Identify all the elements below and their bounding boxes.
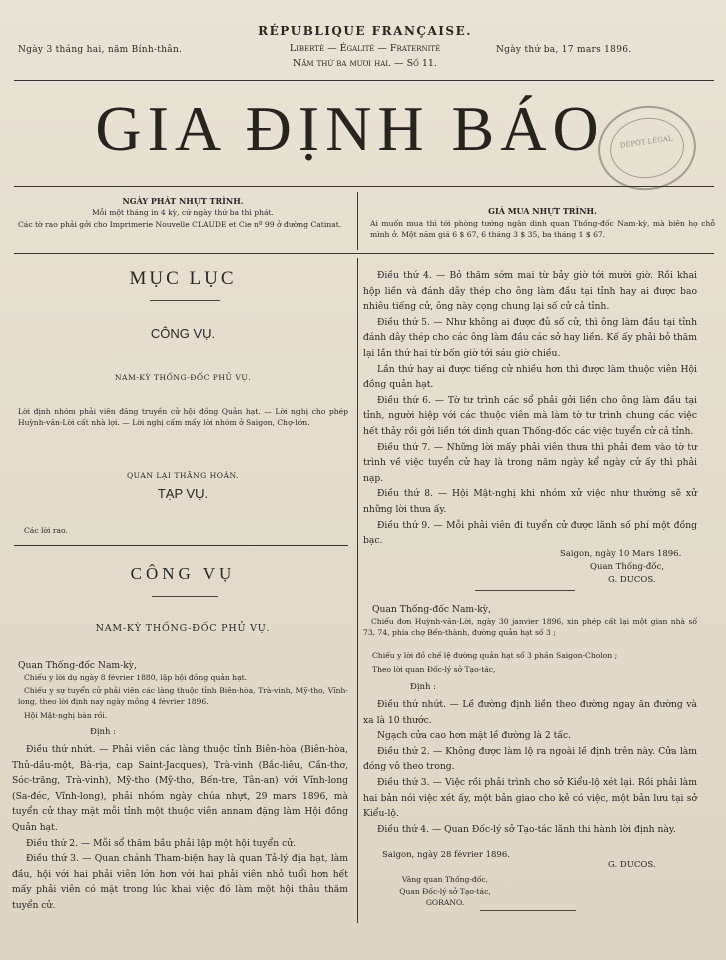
header-right-date: Ngày thứ ba, 17 mars 1896. [496,45,632,55]
toc-section-text: Lời định nhóm phải viên đăng truyền cử hội đồng Quản hạt. — Lời nghị cho phép Huỳnh-văn-Lời cất nhà lợi. — Lời nghị cấm mấy lời nhóm ở Saigon, Chợ-lớn. [18,407,348,427]
right-chieu-a: Chiếu đơn Huỳnh-văn-Lời, ngày 30 janvier 1896, xin phép cất lại một gian nhà số 73, 74, phía chợ Bến-thành, đường quản hạt số 3 ; [363,617,697,637]
right-chieu-b: Chiếu y lời đồ chế lệ đường quản hạt số 3 phần Saigon-Cholon ; [372,651,618,660]
article-salutation: Quan Thống-đốc Nam-kỳ, [18,660,137,671]
column-divider [357,258,358,923]
header-motto: Liberté — Égalité — Fraternité [289,43,441,54]
right-chieu-c: Theo lời quan Đốc-lý sở Tạo-tác, [372,665,496,674]
toc-rule [14,545,348,546]
right-sign-2b: Quan Đốc-lý sở Tạo-tác, [399,887,491,896]
right-dinh-2: Định : [409,682,437,692]
subscription-rule [14,253,714,254]
toc-title: MỤC LỤC [129,268,237,289]
right-b-art-1: Điều thứ nhứt. — Lề đường định liền theo đường ngay ăn đường và xa là 10 thước. [363,699,697,726]
right-column-body [363,268,697,549]
subscription-left-line2: Các tờ rao phải gởi cho Imprimerie Nouvelle CLAUDE et Cie nº 99 ở đường Catinat. [18,220,342,229]
subscription-left-title: NGÀY PHÁT NHỰT TRÌNH. [122,196,244,206]
toc-quan-lai: QUAN LẠI THĂNG HOÁN. [126,471,240,480]
right-name-3: GORANO. [425,898,465,907]
toc-section-cong-vu: CÔNG VỤ. [150,326,216,341]
article-art-1: Điều thứ nhứt. — Phải viên các làng thuộc tỉnh Biên-hòa (Biên-hòa, Thủ-dầu-một, Bà-rịa, cap Saint-Jacques), Trà-vinh (Bắc-liêu, Cần-thơ, Sóc-trăng, Trà-vinh), Mỹ-tho (Mỹ-tho, Bến-tre, Tân-an) với Vĩnh-long (Sa-đéc, Vĩnh-long), phải nhóm ngày chúa nhựt, 29 mars 1896, mà tuyển cử thay mặt mỗi tỉnh một thuộc viên annam đặng làm Hội đồng Quản hạt. [12,744,348,833]
masthead-title: GIA ĐỊNH BÁO [95,93,605,164]
right-b-art-3: Điều thứ 3. — Việc rồi phải trình cho sở Kiểu-lộ xét lại. Rồi phải làm hai bản nói việc xét ấy, một bản giao cho kẻ có việc, một bản lưu tại sở Kiểu-lộ. [363,776,697,820]
article-chieu-1: Chiếu y lời dụ ngày 8 février 1880, lập hội đồng quản hạt. [24,673,248,682]
right-date-1: Saigon, ngày 10 Mars 1896. [560,549,682,559]
article-title-rule [152,596,218,597]
article-subtitle: NAM-KỲ THỐNG-ĐỐC PHỦ VỤ. [95,623,271,634]
right-art-8: Điều thứ 8. — Hội Mật-nghị khi nhóm xử việc như thường sẽ xử những lời thưa ấy. [363,488,697,515]
right-divider-2 [480,910,576,911]
right-b-art-4: Điều thứ 4. — Quan Đốc-lý sở Tạo-tác lãnh thi hành lời định này. [377,823,676,835]
toc-section-tap-vu: TẠP VỤ. [157,486,209,501]
right-art-5: Điều thứ 5. — Như không ai được đủ số cử, thì ông làm đầu tại tỉnh đánh dây thép cho các ông làm đầu các sở hay liền. Kế ấy phải bỏ thăm lại lần thứ hai từ bốn giờ tới sáu giờ chiều. [363,316,697,359]
subscription-right-text: Ai muốn mua thì tới phòng tướng ngân dinh quan Thống-đốc Nam-kỳ, mà biên họ chỗ mình ở. Một năm giá 6 $ 67, 6 tháng 3 $ 35, ba tháng 1 $ 67. [370,219,715,239]
toc-section-sub: NAM-KỲ THỐNG-ĐỐC PHỦ VỤ. [114,373,252,382]
article-dinh: Định : [89,727,117,737]
right-art-9: Điều thứ 9. — Mỗi phải viên đi tuyển cử được lãnh số phí một đồng bạc. [363,519,697,547]
header-republic: RÉPUBLIQUE FRANÇAISE. [258,24,472,38]
article-title: CÔNG VỤ [130,564,236,583]
right-column-body-2 [363,697,697,837]
article-chieu-2: Chiếu y sự tuyển cử phải viên các làng thuộc tỉnh Biên-hòa, Trà-vinh, Mỹ-tho, Vĩnh-long, theo lời định nay ngày mồng 4 février 1896. [18,686,348,706]
header-issue: Năm thứ ba mươi hai. — Số 11. [293,58,437,69]
article-chieu-3: Hội Mật-nghị bàn rồi. [24,711,108,720]
right-divider-1 [475,590,575,591]
right-b-art-1b: Ngạch cửa cao hơn mặt lề đường là 2 tấc. [377,730,572,742]
header-left-date: Ngày 3 tháng hai, năm Bính-thân. [18,45,183,55]
subscription-left-line1: Mỗi một tháng in 4 kỳ, cứ ngày thứ ba thì phát. [92,208,274,217]
subscription-divider [357,192,358,250]
right-date-2: Saigon, ngày 28 février 1896. [382,850,510,860]
right-art-5b: Lần thứ hay ai được tiếng cử nhiều hơn thì được làm thuộc viên Hội đồng quản hạt. [363,363,697,391]
right-art-6: Điều thứ 6. — Tờ tư trình các sổ phải gởi liền cho ông làm đầu tại tỉnh, người hiệp với các thuộc viên mà làm tờ tư trình chung các việc hết thảy rồi gởi liền tới dinh quan Thống-đốc các việc tuyển cử cả tỉnh. [363,394,697,437]
toc-title-rule [150,300,220,301]
right-sign-2a: Vâng quan Thống-đốc, [401,875,489,884]
right-name-1: G. DUCOS. [608,575,656,585]
subscription-right-title: GIÁ MUA NHỰT TRÌNH. [488,206,597,216]
toc-tap-vu-text: Các lời rao. [24,526,68,535]
article-body [12,742,348,914]
right-name-2: G. DUCOS. [608,860,656,870]
right-salutation-2: Quan Thống-đốc Nam-kỳ, [372,604,491,615]
right-b-art-2: Điều thứ 2. — Không được làm lộ ra ngoài lề định trên này. Cửa làm đóng vô theo trong. [363,745,697,773]
library-stamp-text: DÉPÔT LÉGAL [619,134,674,150]
right-sign-1: Quan Thống-đốc, [590,562,664,572]
right-art-7: Điều thứ 7. — Những lời mấy phải viên thưa thì phải đem vào tờ tư trình về việc tuyển cử hay là trong năm ngày kể ngày cử ấy thì phải nạp. [363,441,697,484]
article-art-2: Điều thứ 2. — Mỗi sổ thăm bầu phải lập một hội tuyển cử. [26,837,297,849]
article-art-3: Điều thứ 3. — Quan chánh Tham-biện hay là quan Tả-lý địa hạt, làm đầu, hội với hai phải viên lớn hơn với hai phải viên nhỏ tuổi hơn hết mấy phải viên có mặt trong lúc khai việc đó làm một hội thâu thăm tuyển cử. [12,853,348,911]
header-rule-top [14,80,714,81]
right-art-4: Điều thứ 4. — Bỏ thăm sớm mai từ bảy giờ tới mười giờ. Rồi khai hộp liền và đánh dây thép cho ông làm đầu tại tỉnh hay ai được bao nhiêu tiếng cử, ông này cọng chung lại số cử cả tỉnh. [363,270,697,313]
masthead-rule [14,186,714,187]
